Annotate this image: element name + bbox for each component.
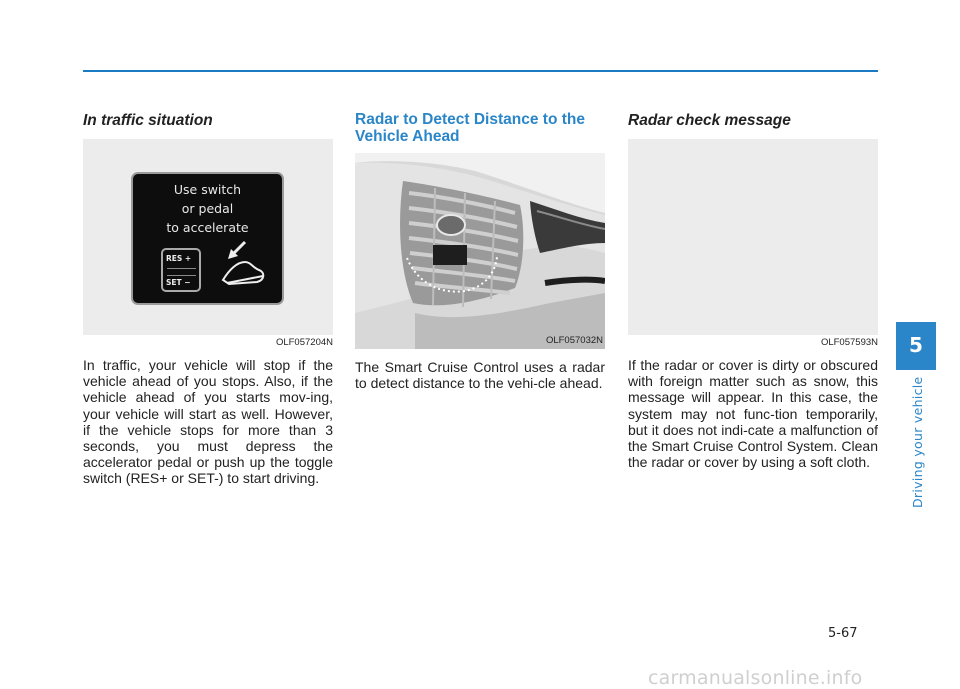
chapter-tab (896, 322, 936, 370)
chapter-title: Driving your vehicle (910, 376, 925, 508)
cluster-line-3: to accelerate (166, 220, 249, 235)
cluster-line-2: or pedal (181, 201, 234, 216)
figure-code: OLF057593N (820, 337, 878, 348)
foot-pedal-icon (219, 256, 269, 286)
car-front-illustration (355, 153, 605, 349)
toggle-switch (161, 248, 201, 292)
page-number: 5-67 (828, 626, 858, 641)
heading-traffic-situation: In traffic situation (83, 112, 213, 129)
chapter-number: 5 (909, 333, 923, 357)
watermark: carmanualsonline.info (648, 667, 863, 689)
heading-radar-detect: Radar to Detect Distance to the Vehicle Ahead (355, 111, 585, 145)
figure-code: OLF057204N (275, 337, 333, 348)
figure-radar-check-message (628, 139, 878, 335)
heading-radar-check: Radar check message (628, 112, 791, 129)
column-radar-check (628, 108, 878, 470)
toggle-set-label: SET − (166, 278, 191, 287)
cluster-message (133, 180, 282, 237)
column-traffic-situation (83, 108, 333, 487)
toggle-res-label: RES + (166, 254, 192, 263)
column-radar-detect (355, 108, 605, 391)
figure-car-front (355, 153, 605, 349)
body-text: If the radar or cover is dirty or obscured with foreign matter such as snow, this message will appear. In this case, the system may not func-tion temporarily, but it does not indi-cate a malfunction of the Smart Cruise Control System. Clean the radar or cover by using a soft cloth. (628, 357, 878, 471)
figure-code: OLF057032N (545, 335, 603, 346)
body-text: In traffic, your vehicle will stop if the vehicle ahead of you stops. Also, if the vehicle ahead of you starts mov-ing, your vehicle will start as well. However, if the vehicle stops for more than 3 seconds, you must depress the accelerator pedal or push up the toggle switch (RES+ or SET-) to start driving. (83, 357, 333, 487)
cluster-line-1: Use switch (173, 182, 242, 197)
body-text: The Smart Cruise Control uses a radar to detect distance to the vehi-cle ahead. (355, 359, 605, 392)
toggle-divider (167, 268, 196, 276)
figure-traffic-message (83, 139, 333, 335)
cluster-display (131, 172, 284, 305)
top-rule (83, 70, 878, 72)
